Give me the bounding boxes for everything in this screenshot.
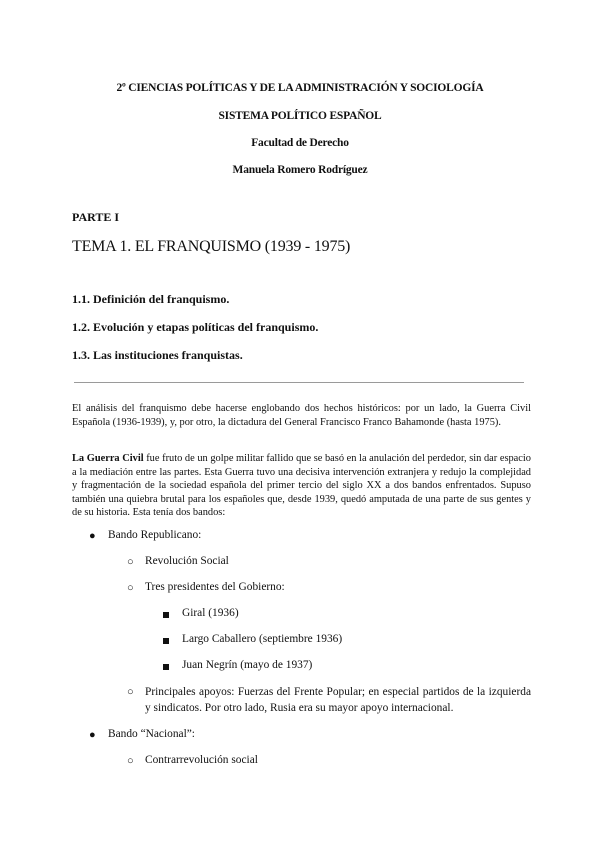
bullet-square-icon	[163, 638, 169, 644]
list-item-revolucion-social: Revolución Social	[145, 555, 229, 567]
bullet-circle-icon: ○	[127, 686, 134, 698]
list-item-contrarrevolucion: Contrarrevolución social	[145, 754, 258, 766]
bullet-circle-icon: ○	[127, 755, 134, 767]
list-item-negrin: Juan Negrín (mayo de 1937)	[182, 659, 313, 671]
subject-title: SISTEMA POLÍTICO ESPAÑOL	[218, 110, 382, 122]
intro-paragraph: El análisis del franquismo debe hacerse englobando dos hechos históricos: por un lado, la Guerra Civil Española (1936-1939), y, por otro, la dictadura del General Francisco Franco Bahamonde (hasta 1975).	[72, 403, 531, 428]
bullet-disc-icon: ●	[89, 729, 96, 741]
section-1-3: 1.3. Las instituciones franquistas.	[72, 348, 243, 362]
guerra-label: La Guerra Civil	[72, 453, 144, 464]
bullet-square-icon	[163, 664, 169, 670]
bullet-circle-icon: ○	[127, 582, 134, 594]
part-heading: PARTE I	[72, 210, 120, 224]
list-item-bando-republicano: Bando Republicano:	[108, 529, 202, 541]
list-item-presidentes: Tres presidentes del Gobierno:	[145, 581, 285, 593]
section-1-2: 1.2. Evolución y etapas políticas del franquismo.	[72, 320, 319, 334]
bullet-disc-icon: ●	[89, 530, 96, 542]
bullet-circle-icon: ○	[127, 556, 134, 568]
list-item-giral: Giral (1936)	[182, 607, 239, 619]
author-name: Manuela Romero Rodríguez	[232, 164, 368, 176]
list-item-apoyos: Principales apoyos: Fuerzas del Frente Popular; en especial partidos de la izquierda y sindicatos. Por otro lado, Rusia era su mayor apoyo internacional.	[145, 686, 531, 714]
faculty-name: Facultad de Derecho	[251, 137, 349, 149]
course-title: 2º CIENCIAS POLÍTICAS Y DE LA ADMINISTRACIÓN Y SOCIOLOGÍA	[116, 82, 484, 94]
tema-heading: TEMA 1. EL FRANQUISMO (1939 - 1975)	[72, 238, 351, 255]
horizontal-rule	[74, 382, 524, 383]
list-item-bando-nacional: Bando “Nacional”:	[108, 728, 195, 740]
guerra-paragraph	[72, 452, 531, 520]
bullet-square-icon	[163, 612, 169, 618]
section-1-1: 1.1. Definición del franquismo.	[72, 292, 230, 306]
guerra-text: fue fruto de un golpe militar fallido que se basó en la anulación del perdedor, sin dar espacio a la mediación entre las partes. Esta Guerra tuvo una decisiva intervención extranjera y redujo la complejidad y fragmentación de la sociedad española del primer tercio del siglo XX a dos bandos enfrentados. Supuso también una quiebra brutal para los españoles que, desde 1939, quedó amputada de una parte de sus gentes y de su historia. Esta tenía dos bandos:	[72, 453, 531, 519]
list-item-largo-caballero: Largo Caballero (septiembre 1936)	[182, 633, 343, 645]
